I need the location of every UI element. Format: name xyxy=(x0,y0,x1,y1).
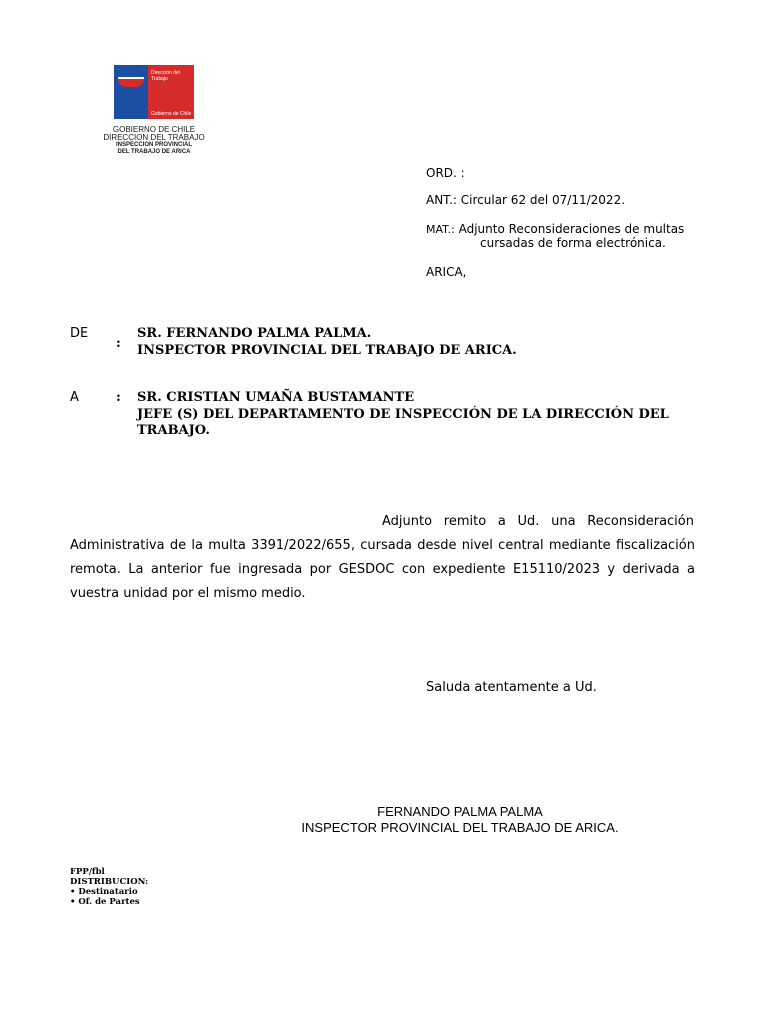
mat-line-2: cursadas de forma electrónica. xyxy=(480,236,666,250)
government-logo xyxy=(114,65,194,119)
author-initials: FPP/fbl xyxy=(70,867,105,877)
body-first-line: Adjunto remito a Ud. una Reconsideración xyxy=(382,514,694,529)
to-label: A xyxy=(70,390,79,405)
distribution-item: • Destinatario xyxy=(70,887,138,897)
coat-of-arms-icon xyxy=(118,69,144,87)
ant-label: ANT.: xyxy=(426,193,457,207)
logo-blue-panel xyxy=(114,65,148,119)
from-title: INSPECTOR PROVINCIAL DEL TRABAJO DE ARICA. xyxy=(137,343,517,358)
closing-text: Saluda atentamente a Ud. xyxy=(426,680,597,695)
signature-title: INSPECTOR PROVINCIAL DEL TRABAJO DE ARICA. xyxy=(301,820,619,835)
mat-label: MAT.: xyxy=(426,223,455,236)
city-label: ARICA, xyxy=(426,265,467,279)
ord-label: ORD. : xyxy=(426,166,465,180)
from-label: DE xyxy=(70,326,89,341)
ant-value: Circular 62 del 07/11/2022. xyxy=(460,193,626,207)
org-line-1: GOBIERNO DE CHILE xyxy=(112,125,196,134)
distribution-item: • Of. de Partes xyxy=(70,897,140,907)
distribution-block xyxy=(70,867,148,907)
logo-text-top: Dirección del Trabajo xyxy=(151,70,180,82)
org-line-4: DEL TRABAJO DE ARICA xyxy=(117,149,191,155)
to-name: SR. CRISTIAN UMAÑA BUSTAMANTE xyxy=(137,390,415,405)
mat-line xyxy=(426,222,684,237)
ant-line xyxy=(426,193,625,207)
to-title-line-2: TRABAJO. xyxy=(137,423,210,438)
logo-text-bottom: Gobierno de Chile xyxy=(151,111,192,117)
signature-name: FERNANDO PALMA PALMA xyxy=(377,804,543,819)
mat-line-1: Adjunto Reconsideraciones de multas xyxy=(458,222,685,236)
from-colon: : xyxy=(116,336,121,351)
org-line-2: DIRECCION DEL TRABAJO xyxy=(103,133,205,142)
from-name: SR. FERNANDO PALMA PALMA. xyxy=(137,326,372,341)
logo-red-panel xyxy=(148,65,194,119)
to-title-line-1: JEFE (S) DEL DEPARTAMENTO DE INSPECCIÓN DE LA DIRECCIÓN DEL xyxy=(137,407,669,422)
to-colon: : xyxy=(116,390,121,405)
org-line-3: INSPECCION PROVINCIAL xyxy=(115,142,192,148)
distribution-label: DISTRIBUCION: xyxy=(70,877,149,887)
body-paragraph: Administrativa de la multa 3391/2022/655, cursada desde nivel central mediante fiscalización remota. La anterior fue ingresada por GESDOC con expediente E15110/2023 y derivada a vuestra unidad por el mismo medio. xyxy=(70,538,695,601)
